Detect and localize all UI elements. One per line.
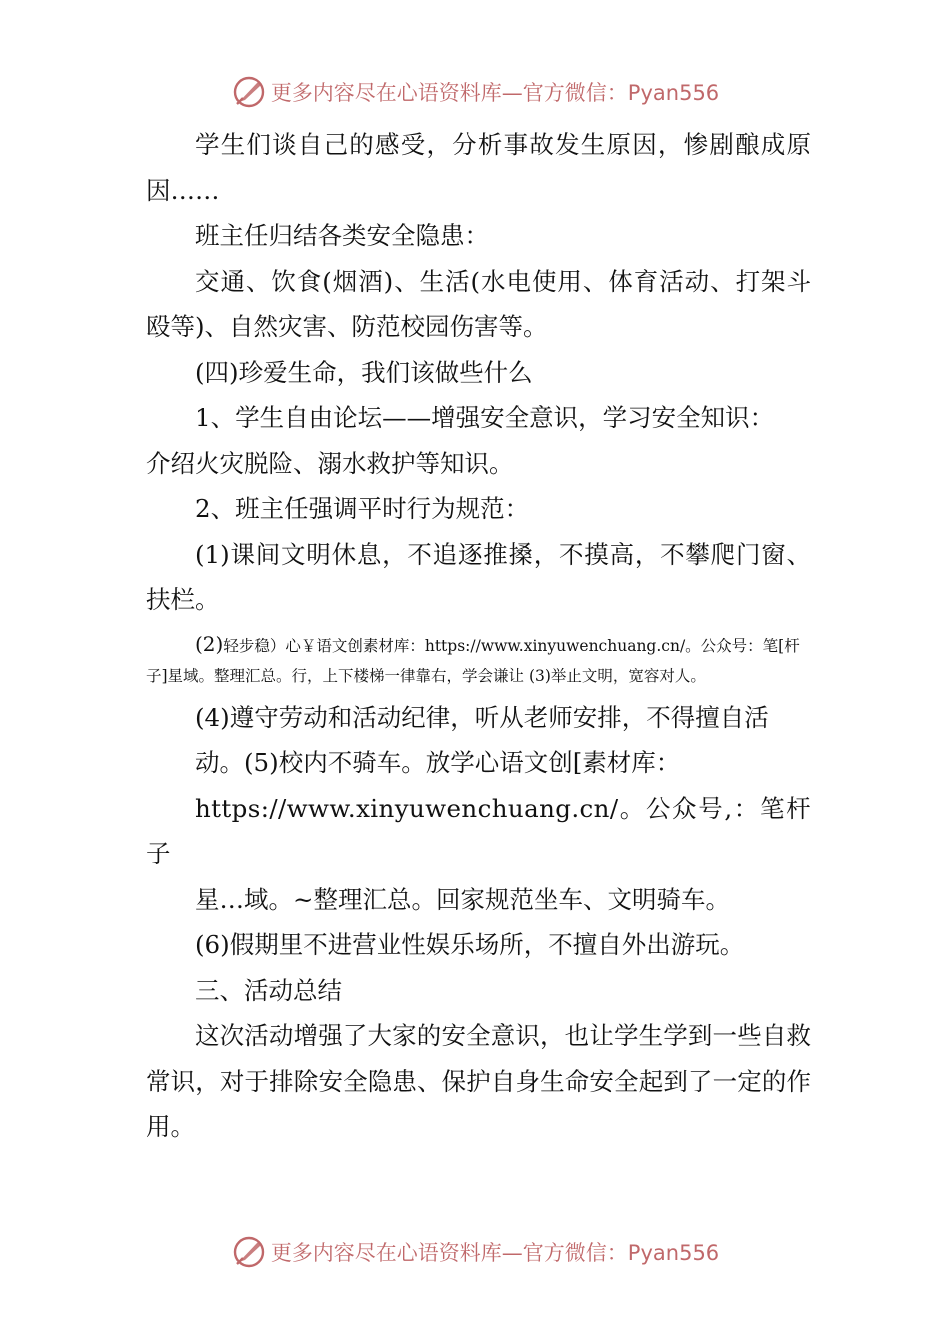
footer-banner-text: 更多内容尽在心语资料库—官方微信：Pyan556 xyxy=(270,1241,720,1265)
paragraph-rule-2-3 xyxy=(146,629,811,691)
paragraph-hazards-intro: 班主任归结各类安全隐患： xyxy=(195,221,489,250)
rule-2-text: 轻步稳）心￥语文创素材库：https://www.xinyuwenchuang.cn/。公众号：笔[杆子]星域。整理汇总。行，上下楼梯一律靠右，学会谦让 (3)举止文明，宽容对人。 xyxy=(146,636,800,685)
paragraph-hazards-list: 交通、饮食(烟酒)、生活(水电使用、体育活动、打架斗殴等)、自然灾害、防范校园伤害等。 xyxy=(146,266,811,341)
feather-pen-icon xyxy=(231,74,267,110)
paragraph-forum: 1、学生自由论坛——增强安全意识，学习安全知识： xyxy=(195,403,775,432)
paragraph-rule-1: (1)课间文明休息，不追逐推搡，不摸高，不攀爬门窗、扶栏。 xyxy=(146,539,811,614)
paragraph-forum-continued: 介绍火灾脱险、溺水救护等知识。 xyxy=(146,448,514,478)
feather-pen-icon xyxy=(231,1234,267,1270)
footer-banner xyxy=(0,1232,950,1272)
paragraph-rule-4-line4: 星…域。~整理汇总。回家规范坐车、文明骑车。 xyxy=(195,884,731,914)
paragraph-rules-intro: 2、班主任强调平时行为规范： xyxy=(195,494,530,523)
paragraph-rule-4-line3: https://www.xinyuwenchuang.cn/。公众号,：笔杆子 xyxy=(146,793,811,868)
paragraph-student-feelings: 学生们谈自己的感受，分析事故发生原因，惨剧酿成原因…… xyxy=(146,130,811,205)
paragraph-rule-4-line2: 动。(5)校内不骑车。放学心语文创[素材库： xyxy=(195,748,681,777)
section-heading-summary: 三、活动总结 xyxy=(195,975,342,1005)
paragraph-summary: 这次活动增强了大家的安全意识，也让学生学到一些自救常识，对于排除安全隐患、保护自身生命安全起到了一定的作用。 xyxy=(146,1021,811,1141)
header-banner-text: 更多内容尽在心语资料库—官方微信：Pyan556 xyxy=(270,81,720,105)
header-banner xyxy=(0,72,950,112)
section-heading-cherish-life: (四)珍爱生命，我们该做些什么 xyxy=(195,357,533,387)
rule-2-lead: (2) xyxy=(195,631,224,656)
paragraph-rule-6: (6)假期里不进营业性娱乐场所，不擅自外出游玩。 xyxy=(195,930,745,959)
paragraph-rule-4-line1: (4)遵守劳动和活动纪律，听从老师安排，不得擅自活 xyxy=(195,702,769,732)
document-body xyxy=(146,122,811,1150)
